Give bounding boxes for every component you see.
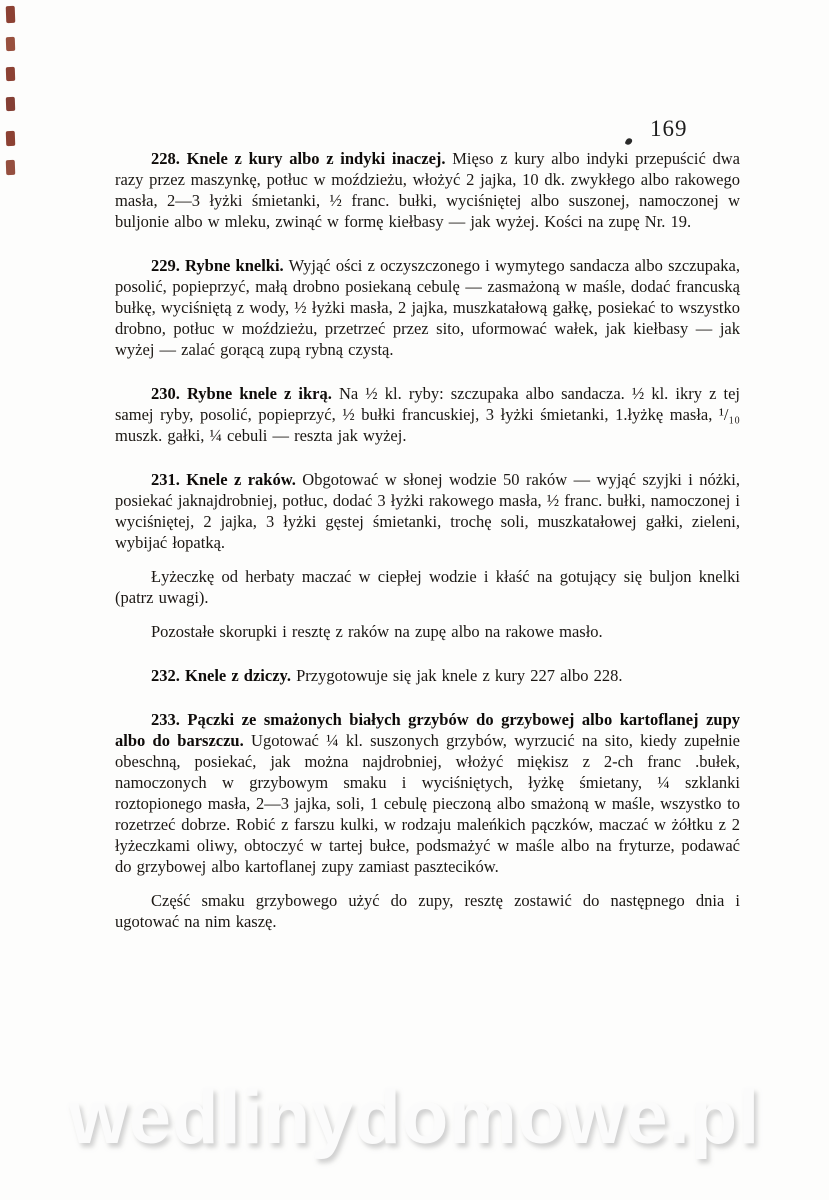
recipe-233-body: Ugotować ¼ kl. suszonych grzybów, wyrzucić na sito, kiedy zupełnie obeschną, posiekać, jak można najdrobniej, włożyć miękisz z 2-ch franc .bułek, namoczonych w grzybowym smaku i wyciśniętych, łyżkę śmietany, ¼ szklanki roztopionego masła, 2—3 jajka, soli, 1 cebulę pieczoną albo smażoną w maśle, wszystko to rozetrzeć dobrze. Robić z farszu kulki, w rodzaju maleńkich pączków, maczać w żółtku z 2 łyżeczkami oliwy, obtoczyć w tartej bułce, podsmażyć w maśle albo na fryturze, podawać do grzybowej albo kartoflanej zupy zamiast pasztecików. xyxy=(115,731,740,876)
scan-artifact-mark xyxy=(6,37,15,51)
recipe-230 xyxy=(115,383,740,446)
recipe-230-heading: 230. Rybne knele z ikrą. xyxy=(151,384,332,403)
recipe-228 xyxy=(115,148,740,232)
recipe-228-body: Mięso z kury albo indyki przepuścić dwa razy przez maszynkę, potłuc w moździeżu, włożyć 2 jajka, 10 dk. zwykłego albo rakowego masła, 2—3 łyżki śmietanki, ½ franc. bułki, wyciśniętej albo suszonej, namoczonej w buljonie albo w mleku, zwinąć w formę kiełbasy — jak wyżej. Kości na zupę Nr. 19. xyxy=(115,149,740,231)
recipe-231-note-1: Łyżeczkę od herbaty maczać w ciepłej wodzie i kłaść na gotujący się buljon knelki (patrz uwagi). xyxy=(115,567,740,607)
scan-artifact-mark xyxy=(6,97,15,111)
scan-artifact-mark xyxy=(6,160,16,175)
watermark-text: wedlinydomowe.pl xyxy=(68,1075,761,1160)
recipe-231 xyxy=(115,469,740,553)
ink-speck xyxy=(625,137,633,146)
recipe-232 xyxy=(115,665,740,686)
recipe-230-body: Na ½ kl. ryby: szczupaka albo sandacza. ½ kl. ikry z tej samej ryby, posolić, popieprzyć, ½ bułki francuskiej, 3 łyżki śmietanki, 1.łyżkę masła, ¹/₁₀ muszk. gałki, ¼ cebuli — reszta jak wyżej. xyxy=(115,384,740,445)
recipe-231-note-2: Pozostałe skorupki i resztę z raków na zupę albo na rakowe masło. xyxy=(151,622,603,641)
scan-artifact-mark xyxy=(6,67,15,81)
page-number: 169 xyxy=(650,116,688,141)
recipe-233-heading: 233. Pączki ze smażonych białych grzybów do grzybowej albo kartoflanej zupy albo do barszczu. xyxy=(115,710,740,750)
recipe-229-heading: 229. Rybne knelki. xyxy=(151,256,284,275)
recipe-233-note-1: Część smaku grzybowego użyć do zupy, resztę zostawić do następnego dnia i ugotować na nim kaszę. xyxy=(115,891,740,931)
scan-artifact-mark xyxy=(6,131,16,146)
recipe-233 xyxy=(115,709,740,877)
scan-artifact-mark xyxy=(6,6,16,23)
recipe-232-heading: 232. Knele z dziczy. xyxy=(151,666,291,685)
recipe-228-heading: 228. Knele z kury albo z indyki inaczej. xyxy=(151,149,446,168)
recipe-229 xyxy=(115,255,740,360)
recipe-232-body: Przygotowuje się jak knele z kury 227 albo 228. xyxy=(296,666,623,685)
recipe-229-body: Wyjąć ości z oczyszczonego i wymytego sandacza albo szczupaka, posolić, popieprzyć, małą drobno posiekaną cebulę — zasmażoną w maśle, dodać francuską bułkę, wyciśniętą z wody, ½ łyżki masła, 2 jajka, muszkatałową gałkę, posiekać to wszystko drobno, potłuc w moździeżu, przetrzeć przez sito, uformować wałek, jak kiełbasy — jak wyżej — zalać gorącą zupą rybną czystą. xyxy=(115,256,740,359)
page-content xyxy=(115,148,740,932)
recipe-231-heading: 231. Knele z raków. xyxy=(151,470,296,489)
recipe-231-body: Obgotować w słonej wodzie 50 raków — wyjąć szyjki i nóżki, posiekać jaknajdrobniej, potłuc, dodać 3 łyżki rakowego masła, ½ franc. bułki, namoczonej i wyciśniętej, 2 jajka, 3 łyżki gęstej śmietanki, trochę soli, muszkatałowej gałki, zieleni, wybijać łopatką. xyxy=(115,470,740,552)
page-number-area xyxy=(630,116,688,142)
